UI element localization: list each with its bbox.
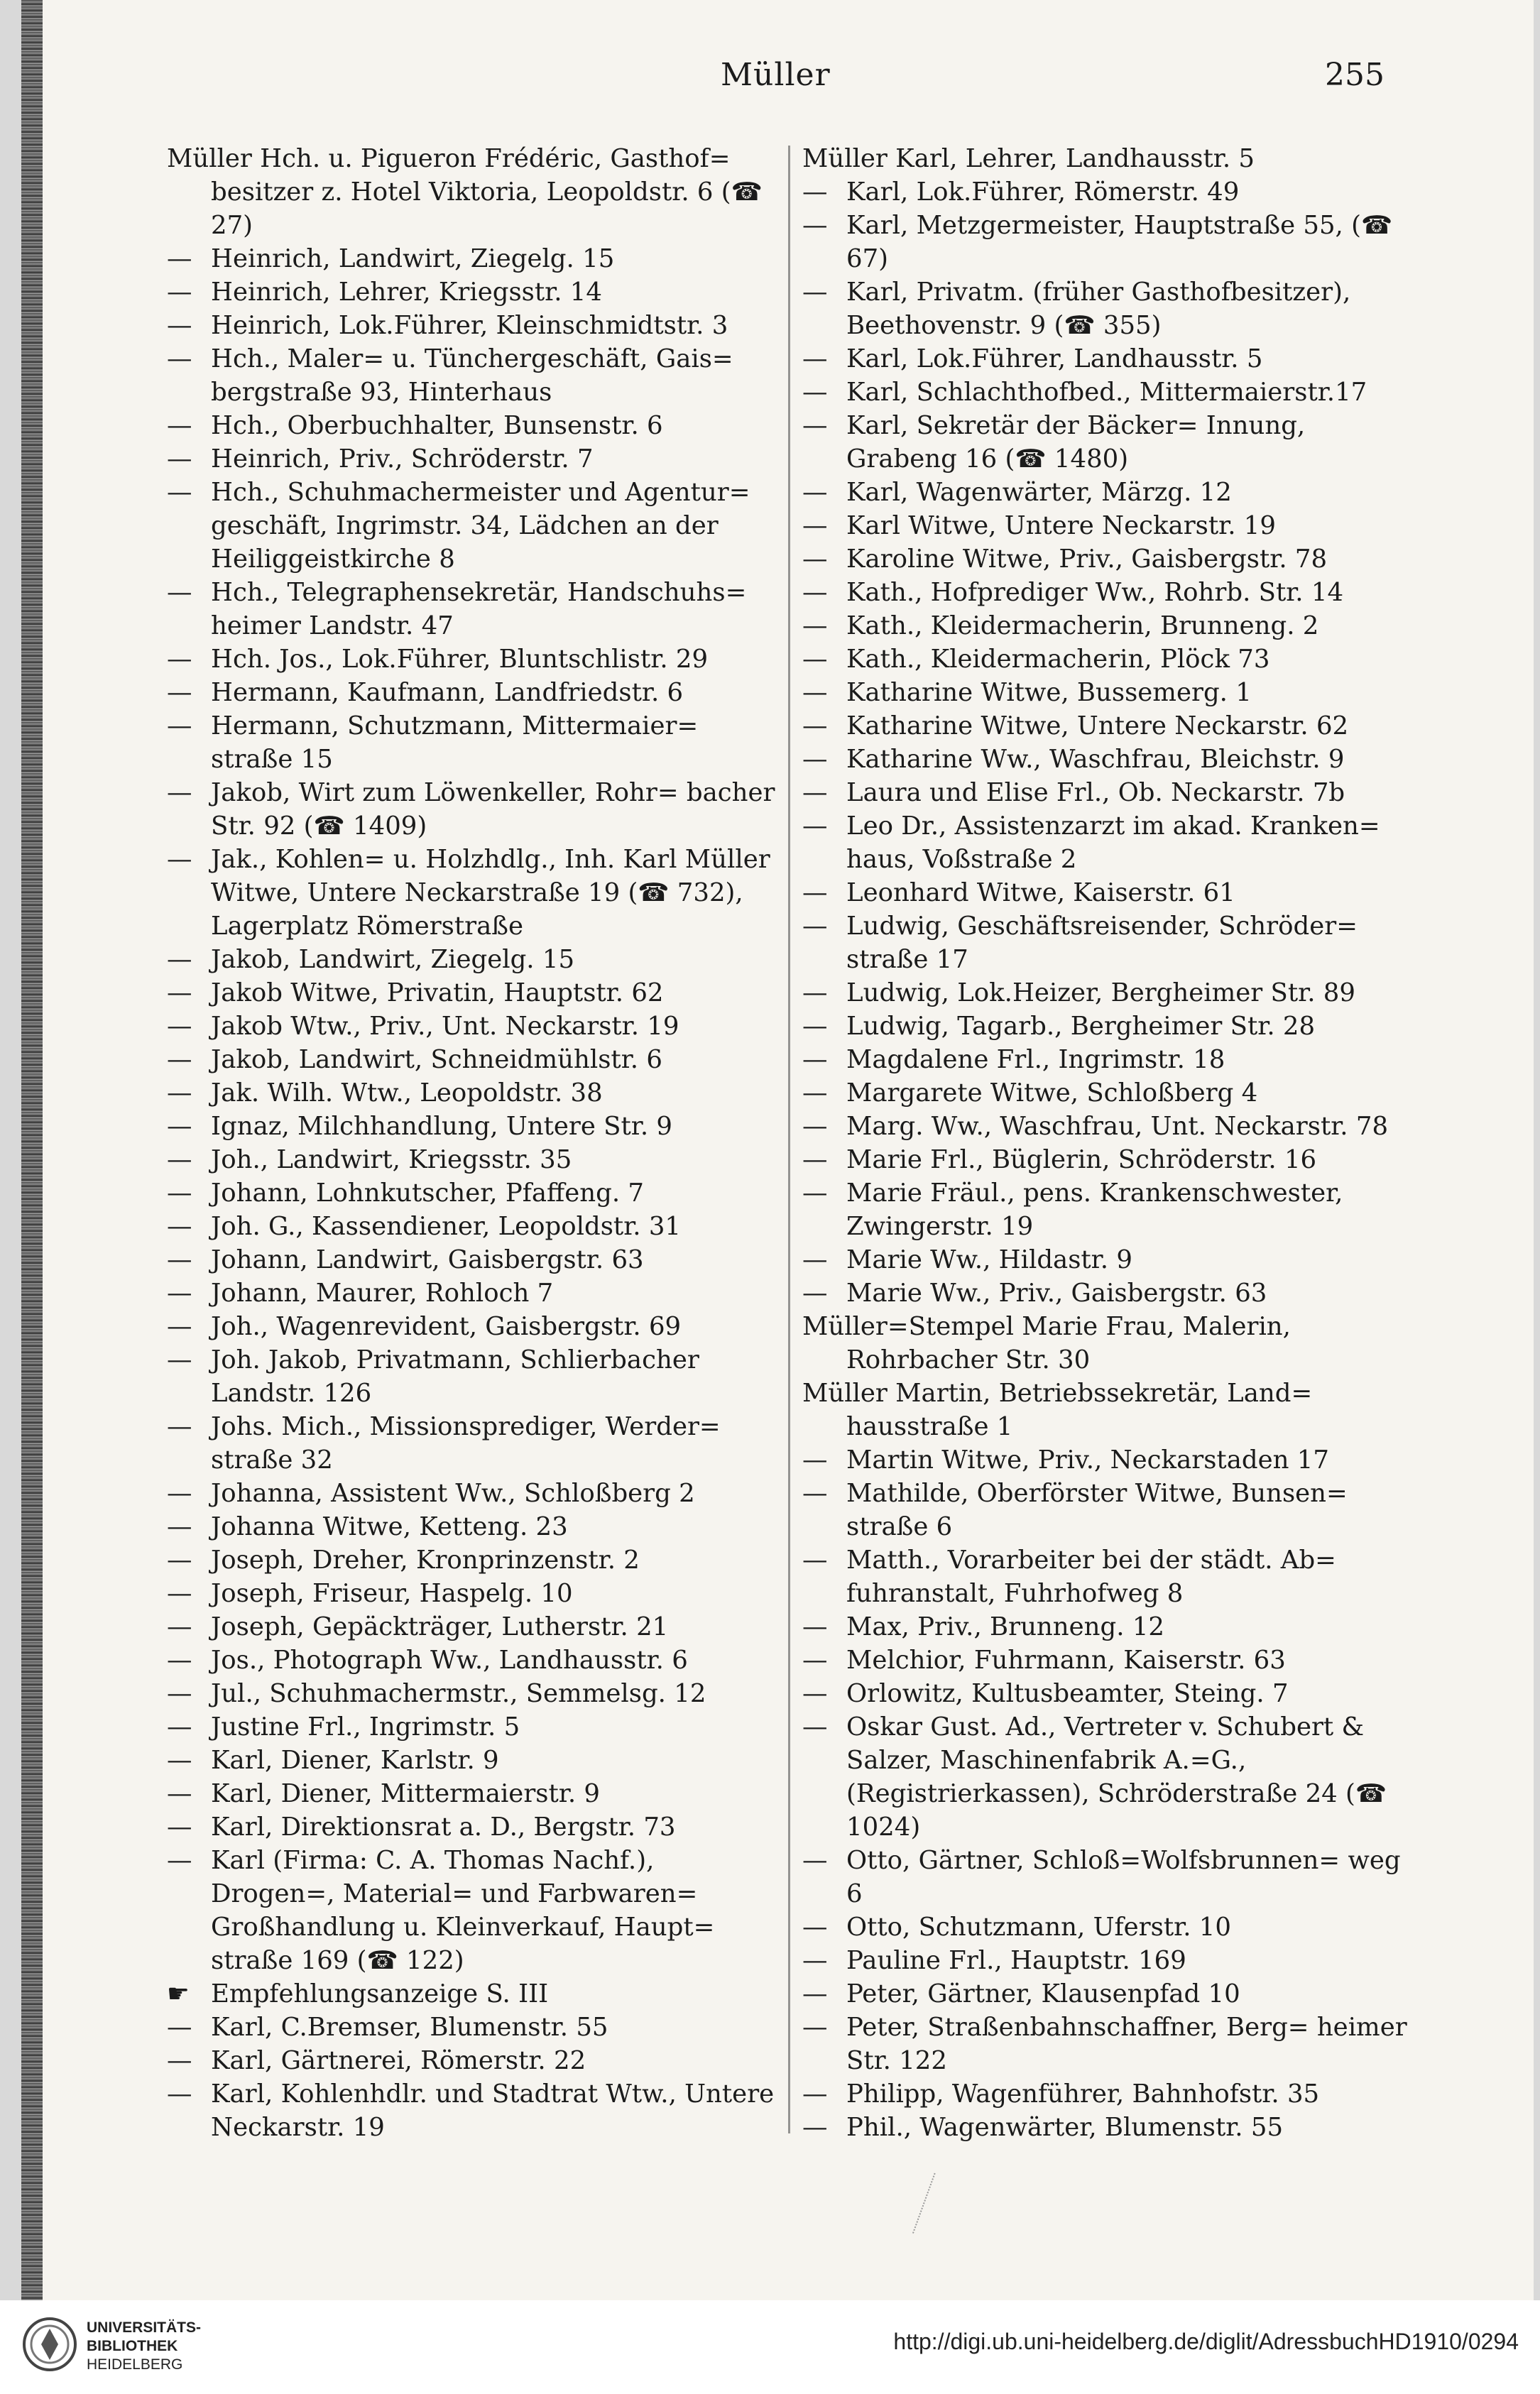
entry-text: Peter, Gärtner, Klausenpfad 10 — [846, 1979, 1240, 2008]
directory-entry — [802, 1911, 1420, 1944]
directory-entry — [167, 342, 777, 409]
entry-dash: — — [167, 311, 192, 340]
directory-entry — [802, 1143, 1420, 1176]
entry-dash: — — [802, 1245, 828, 1274]
entry-text: Karl, Lok.Führer, Römerstr. 49 — [846, 177, 1240, 207]
directory-entry — [802, 676, 1420, 709]
entry-dash: — — [167, 1579, 192, 1608]
left-column — [167, 142, 777, 2144]
entry-text: Max, Priv., Brunneng. 12 — [846, 1612, 1164, 1641]
entry-dash: — — [802, 545, 828, 574]
entry-dash: — — [167, 1779, 192, 1808]
entry-text: Katharine Ww., Waschfrau, Bleichstr. 9 — [846, 745, 1345, 774]
entry-text: Karl, Sekretär der Bäcker= Innung, Grabeng 16 (☎ 1480) — [846, 411, 1306, 474]
entry-text: Joseph, Dreher, Kronprinzenstr. 2 — [211, 1546, 640, 1575]
directory-entry — [802, 876, 1420, 909]
entry-dash: — — [802, 511, 828, 540]
entry-text: Hermann, Schutzmann, Mittermaier= straße 15 — [211, 711, 699, 774]
directory-entry — [167, 1844, 777, 1977]
entry-dash: — — [802, 177, 828, 207]
entry-text: Karl, Direktionsrat a. D., Bergstr. 73 — [211, 1813, 676, 1842]
entry-text: Karl, Schlachthofbed., Mittermaierstr.17 — [846, 378, 1367, 407]
entry-dash: — — [167, 645, 192, 674]
directory-entry — [167, 1543, 777, 1577]
entry-text: Orlowitz, Kultusbeamter, Steing. 7 — [846, 1679, 1289, 1708]
directory-entry — [802, 409, 1420, 476]
entry-text: Leonhard Witwe, Kaiserstr. 61 — [846, 878, 1235, 907]
directory-entry — [167, 2077, 777, 2144]
column-divider — [788, 146, 790, 2133]
entry-text: Joh., Wagenrevident, Gaisbergstr. 69 — [211, 1312, 682, 1341]
entry-text: Leo Dr., Assistenzarzt im akad. Kranken= haus, Voßstraße 2 — [846, 811, 1380, 874]
entry-dash: — — [167, 578, 192, 607]
entry-text: Otto, Gärtner, Schloß=Wolfsbrunnen= weg 6 — [846, 1846, 1401, 1908]
entry-text: Peter, Straßenbahnschaffner, Berg= heimer Str. 122 — [846, 2013, 1407, 2075]
entry-text: Jak., Kohlen= u. Holzhdlg., Inh. Karl Müller Witwe, Untere Neckarstraße 19 (☎ 732), Lagerplatz Römerstraße — [211, 845, 770, 941]
entry-dash: — — [802, 344, 828, 373]
directory-entry — [802, 1310, 1420, 1377]
entry-text: Joh. G., Kassendiener, Leopoldstr. 31 — [211, 1212, 682, 1241]
entry-text: Karl, Wagenwärter, Märzg. 12 — [846, 478, 1232, 507]
entry-dash: — — [167, 1078, 192, 1108]
directory-entry — [167, 2044, 777, 2077]
entry-text: Marie Ww., Hildastr. 9 — [846, 1245, 1132, 1274]
entry-dash: — — [167, 244, 192, 273]
directory-entry — [802, 175, 1420, 209]
entry-text: Jul., Schuhmachermstr., Semmelsg. 12 — [211, 1679, 706, 1708]
directory-entry — [802, 1543, 1420, 1610]
entry-dash: — — [167, 344, 192, 373]
entry-dash: — — [167, 1512, 192, 1541]
entry-dash: — — [802, 811, 828, 841]
entry-text: Hch., Telegraphensekretär, Handschuhs= heimer Landstr. 47 — [211, 578, 747, 640]
entry-text: Laura und Elise Frl., Ob. Neckarstr. 7b — [846, 778, 1345, 807]
directory-entry — [802, 743, 1420, 776]
entry-dash: — — [167, 1412, 192, 1441]
directory-entry — [167, 2011, 777, 2044]
directory-entry — [167, 1010, 777, 1043]
directory-entry — [167, 409, 777, 442]
directory-entry — [167, 1243, 777, 1277]
entry-dash: — — [802, 378, 828, 407]
entry-dash: — — [167, 1345, 192, 1374]
entry-dash: — — [167, 1279, 192, 1308]
library-line-3: HEIDELBERG — [87, 2356, 183, 2373]
directory-entry — [802, 2011, 1420, 2077]
directory-entry — [802, 1844, 1420, 1911]
entry-dash: — — [802, 1712, 828, 1742]
directory-entry — [167, 1310, 777, 1343]
entry-text: Marie Ww., Priv., Gaisbergstr. 63 — [846, 1279, 1267, 1308]
directory-entry — [167, 1777, 777, 1810]
entry-dash: — — [167, 778, 192, 807]
entry-text: Marie Fräul., pens. Krankenschwester, Zwingerstr. 19 — [846, 1179, 1343, 1241]
entry-text: Jakob Wtw., Priv., Unt. Neckarstr. 19 — [211, 1012, 679, 1041]
entry-dash: — — [167, 1179, 192, 1208]
directory-entry — [802, 1644, 1420, 1677]
entry-dash: — — [802, 678, 828, 707]
entry-dash: — — [167, 478, 192, 507]
directory-entry — [802, 643, 1420, 676]
directory-entry — [167, 442, 777, 476]
directory-entry — [802, 1243, 1420, 1277]
directory-entry — [167, 643, 777, 676]
entry-dash: — — [802, 878, 828, 907]
directory-entry — [802, 509, 1420, 542]
directory-entry — [167, 1277, 777, 1310]
directory-entry — [167, 1810, 777, 1844]
entry-dash: — — [167, 1145, 192, 1174]
entry-dash: — — [167, 1646, 192, 1675]
entry-text: Joseph, Gepäckträger, Lutherstr. 21 — [211, 1612, 669, 1641]
entry-text: Johann, Landwirt, Gaisbergstr. 63 — [211, 1245, 644, 1274]
entry-text: Jos., Photograph Ww., Landhausstr. 6 — [211, 1646, 688, 1675]
running-head: Müller — [721, 57, 831, 93]
entry-text: Heinrich, Lok.Führer, Kleinschmidtstr. 3 — [211, 311, 728, 340]
entry-dash: — — [167, 278, 192, 307]
entry-dash: — — [802, 1145, 828, 1174]
entry-dash: — — [802, 1946, 828, 1975]
entry-dash: — — [802, 1646, 828, 1675]
entry-dash: — — [802, 2013, 828, 2042]
directory-entry — [802, 1076, 1420, 1110]
entry-dash: ☛ — [167, 1979, 190, 2008]
entry-dash: — — [167, 1712, 192, 1742]
directory-entry — [167, 843, 777, 943]
entry-dash: — — [802, 478, 828, 507]
directory-entry — [167, 1143, 777, 1176]
directory-entry — [167, 1710, 777, 1744]
entry-text: Ludwig, Tagarb., Bergheimer Str. 28 — [846, 1012, 1316, 1041]
entry-text: Johs. Mich., Missionsprediger, Werder= straße 32 — [211, 1412, 721, 1475]
directory-entry — [802, 976, 1420, 1010]
directory-entry — [167, 1110, 777, 1143]
scan-edge — [21, 0, 43, 2300]
entry-text: Philipp, Wagenführer, Bahnhofstr. 35 — [846, 2079, 1320, 2109]
footer-bar — [0, 2300, 1540, 2394]
entry-text: Jakob Witwe, Privatin, Hauptstr. 62 — [211, 978, 664, 1007]
right-column — [802, 142, 1420, 2144]
directory-entry — [167, 1176, 777, 1210]
directory-entry — [167, 242, 777, 275]
entry-text: Hch., Maler= u. Tünchergeschäft, Gais= bergstraße 93, Hinterhaus — [211, 344, 733, 407]
directory-entry — [802, 376, 1420, 409]
entry-text: Marg. Ww., Waschfrau, Unt. Neckarstr. 78 — [846, 1112, 1389, 1141]
entry-dash: — — [167, 2079, 192, 2109]
entry-text: Katharine Witwe, Untere Neckarstr. 62 — [846, 711, 1349, 740]
entry-dash: — — [167, 1312, 192, 1341]
directory-entry — [802, 1944, 1420, 1977]
entry-dash: — — [802, 411, 828, 440]
directory-entry — [802, 1477, 1420, 1543]
entry-dash: — — [802, 1112, 828, 1141]
entry-dash: — — [802, 1846, 828, 1875]
directory-entry — [167, 1343, 777, 1410]
library-line-1: UNIVERSITÄTS- — [87, 2319, 202, 2336]
entry-dash: — — [167, 978, 192, 1007]
entry-text: Hch., Schuhmachermeister und Agentur= geschäft, Ingrimstr. 34, Lädchen an der Heiliggeistkirche 8 — [211, 478, 750, 574]
directory-entry — [802, 542, 1420, 576]
entry-text: Müller Karl, Lehrer, Landhausstr. 5 — [802, 144, 1255, 173]
entry-text: Karl, Diener, Karlstr. 9 — [211, 1746, 499, 1775]
entry-dash: — — [167, 444, 192, 474]
directory-entry — [167, 1510, 777, 1543]
entry-text: Karl, Privatm. (früher Gasthofbesitzer), Beethovenstr. 9 (☎ 355) — [846, 278, 1351, 340]
directory-entry — [167, 976, 777, 1010]
entry-text: Kath., Kleidermacherin, Plöck 73 — [846, 645, 1270, 674]
entry-text: Mathilde, Oberförster Witwe, Bunsen= straße 6 — [846, 1479, 1348, 1541]
directory-entry — [167, 709, 777, 776]
entry-dash: — — [802, 1179, 828, 1208]
entry-dash: — — [167, 1045, 192, 1074]
entry-text: Jakob, Landwirt, Schneidmühlstr. 6 — [211, 1045, 662, 1074]
entry-text: Kath., Kleidermacherin, Brunneng. 2 — [846, 611, 1319, 640]
entry-text: Marie Frl., Büglerin, Schröderstr. 16 — [846, 1145, 1317, 1174]
entry-text: Margarete Witwe, Schloßberg 4 — [846, 1078, 1258, 1108]
directory-entry — [802, 1010, 1420, 1043]
entry-dash: — — [802, 1078, 828, 1108]
directory-entry — [802, 142, 1420, 175]
entry-dash: — — [802, 1913, 828, 1942]
entry-dash: — — [167, 1746, 192, 1775]
entry-text: Magdalene Frl., Ingrimstr. 18 — [846, 1045, 1225, 1074]
entry-text: Ludwig, Geschäftsreisender, Schröder= straße 17 — [846, 912, 1358, 974]
permalink-url[interactable]: http://digi.ub.uni-heidelberg.de/diglit/AdressbuchHD1910/0294 — [893, 2329, 1519, 2354]
entry-text: Jak. Wilh. Wtw., Leopoldstr. 38 — [211, 1078, 603, 1108]
directory-entry — [167, 1744, 777, 1777]
entry-text: Jakob, Landwirt, Ziegelg. 15 — [211, 945, 575, 974]
entry-dash: — — [802, 645, 828, 674]
entry-text: Müller=Stempel Marie Frau, Malerin, Rohrbacher Str. 30 — [802, 1312, 1291, 1374]
entry-dash: — — [167, 1245, 192, 1274]
directory-entry — [167, 142, 777, 242]
entry-text: Justine Frl., Ingrimstr. 5 — [211, 1712, 520, 1742]
entry-dash: — — [167, 2046, 192, 2075]
entry-dash: — — [802, 1546, 828, 1575]
directory-entry — [167, 1410, 777, 1477]
page-number: 255 — [1325, 57, 1385, 93]
directory-entry — [802, 776, 1420, 809]
entry-text: Heinrich, Priv., Schröderstr. 7 — [211, 444, 594, 474]
entry-dash: — — [167, 1546, 192, 1575]
directory-entry — [802, 1377, 1420, 1443]
entry-dash: — — [167, 1479, 192, 1508]
directory-entry — [802, 1110, 1420, 1143]
entry-dash: — — [802, 1012, 828, 1041]
entry-dash: — — [167, 411, 192, 440]
directory-entry — [167, 776, 777, 843]
directory-entry — [802, 1043, 1420, 1076]
entry-text: Pauline Frl., Hauptstr. 169 — [846, 1946, 1186, 1975]
entry-dash: — — [167, 1112, 192, 1141]
entry-text: Empfehlungsanzeige S. III — [211, 1979, 549, 2008]
directory-entry — [802, 909, 1420, 976]
entry-text: Matth., Vorarbeiter bei der städt. Ab= fuhranstalt, Fuhrhofweg 8 — [846, 1546, 1336, 1608]
entry-dash: — — [802, 278, 828, 307]
entry-dash: — — [167, 2013, 192, 2042]
directory-entry — [802, 1677, 1420, 1710]
directory-entry — [167, 1677, 777, 1710]
entry-text: Melchior, Fuhrmann, Kaiserstr. 63 — [846, 1646, 1286, 1675]
entry-text: Müller Martin, Betriebssekretär, Land= hausstraße 1 — [802, 1379, 1313, 1441]
directory-entry — [167, 1644, 777, 1677]
directory-entry — [802, 275, 1420, 342]
entry-text: Johanna Witwe, Ketteng. 23 — [211, 1512, 568, 1541]
directory-entry — [802, 1277, 1420, 1310]
entry-dash: — — [167, 678, 192, 707]
directory-entry — [167, 1210, 777, 1243]
entry-dash: — — [802, 578, 828, 607]
entry-text: Hermann, Kaufmann, Landfriedstr. 6 — [211, 678, 684, 707]
directory-entry — [167, 943, 777, 976]
entry-dash: — — [802, 978, 828, 1007]
university-seal-icon — [21, 2316, 78, 2373]
entry-text: Johann, Lohnkutscher, Pfaffeng. 7 — [211, 1179, 645, 1208]
directory-entry — [167, 676, 777, 709]
entry-text: Karl Witwe, Untere Neckarstr. 19 — [846, 511, 1276, 540]
entry-dash: — — [802, 1979, 828, 2008]
entry-dash: — — [802, 2079, 828, 2109]
directory-entry — [802, 1710, 1420, 1844]
directory-entry — [802, 1176, 1420, 1243]
entry-text: Katharine Witwe, Bussemerg. 1 — [846, 678, 1252, 707]
directory-entry — [802, 2111, 1420, 2144]
directory-entry — [802, 809, 1420, 876]
entry-text: Otto, Schutzmann, Uferstr. 10 — [846, 1913, 1231, 1942]
entry-text: Johann, Maurer, Rohloch 7 — [211, 1279, 554, 1308]
directory-entry — [802, 1977, 1420, 2011]
directory-entry — [802, 342, 1420, 376]
entry-text: Karl, Kohlenhdlr. und Stadtrat Wtw., Untere Neckarstr. 19 — [211, 2079, 775, 2142]
directory-entry — [802, 476, 1420, 509]
entry-text: Hch. Jos., Lok.Führer, Bluntschlistr. 29 — [211, 645, 709, 674]
entry-text: Phil., Wagenwärter, Blumenstr. 55 — [846, 2113, 1284, 2142]
entry-text: Ludwig, Lok.Heizer, Bergheimer Str. 89 — [846, 978, 1355, 1007]
entry-dash: — — [802, 711, 828, 740]
pencil-mark — [912, 2173, 942, 2236]
entry-dash: — — [167, 711, 192, 740]
directory-entry — [802, 209, 1420, 275]
directory-entry — [167, 476, 777, 576]
entry-dash: — — [802, 1679, 828, 1708]
library-line-2: BIBLIOTHEK — [87, 2338, 178, 2354]
entry-text: Kath., Hofprediger Ww., Rohrb. Str. 14 — [846, 578, 1344, 607]
entry-text: Karl, C.Bremser, Blumenstr. 55 — [211, 2013, 608, 2042]
entry-dash: — — [802, 778, 828, 807]
entry-dash: — — [167, 1612, 192, 1641]
directory-entry — [802, 1610, 1420, 1644]
scanned-page — [21, 0, 1534, 2300]
entry-text: Ignaz, Milchhandlung, Untere Str. 9 — [211, 1112, 672, 1141]
entry-text: Joseph, Friseur, Haspelg. 10 — [211, 1579, 573, 1608]
entry-text: Martin Witwe, Priv., Neckarstaden 17 — [846, 1445, 1329, 1475]
entry-text: Oskar Gust. Ad., Vertreter v. Schubert & Salzer, Maschinenfabrik A.=G., (Registrierkassen), Schröderstraße 24 (☎ 1024) — [846, 1712, 1387, 1842]
entry-dash: — — [167, 1679, 192, 1708]
directory-entry — [167, 1043, 777, 1076]
directory-entry — [802, 2077, 1420, 2111]
entry-dash: — — [802, 745, 828, 774]
directory-entry — [167, 1577, 777, 1610]
entry-dash: — — [802, 1612, 828, 1641]
entry-dash: — — [802, 211, 828, 240]
entry-text: Müller Hch. u. Pigueron Frédéric, Gasthof= besitzer z. Hotel Viktoria, Leopoldstr. 6 (☎ 27) — [167, 144, 763, 240]
entry-dash: — — [167, 1846, 192, 1875]
entry-dash: — — [802, 1045, 828, 1074]
entry-text: Heinrich, Landwirt, Ziegelg. 15 — [211, 244, 615, 273]
directory-entry — [802, 609, 1420, 643]
directory-entry — [167, 1477, 777, 1510]
directory-entry — [167, 1977, 777, 2011]
entry-dash: — — [802, 1445, 828, 1475]
entry-text: Jakob, Wirt zum Löwenkeller, Rohr= bacher Str. 92 (☎ 1409) — [211, 778, 775, 841]
directory-entry — [802, 1443, 1420, 1477]
entry-dash: — — [167, 1212, 192, 1241]
entry-dash: — — [802, 2113, 828, 2142]
entry-dash: — — [802, 912, 828, 941]
directory-entry — [167, 576, 777, 643]
entry-dash: — — [802, 1279, 828, 1308]
directory-entry — [167, 309, 777, 342]
directory-entry — [167, 1076, 777, 1110]
entry-text: Hch., Oberbuchhalter, Bunsenstr. 6 — [211, 411, 663, 440]
entry-dash: — — [167, 945, 192, 974]
entry-dash: — — [802, 611, 828, 640]
entry-text: Karoline Witwe, Priv., Gaisbergstr. 78 — [846, 545, 1328, 574]
directory-entry — [802, 709, 1420, 743]
entry-dash: — — [802, 1479, 828, 1508]
directory-entry — [802, 576, 1420, 609]
entry-text: Karl, Diener, Mittermaierstr. 9 — [211, 1779, 600, 1808]
entry-dash: — — [167, 1813, 192, 1842]
entry-dash: — — [167, 845, 192, 874]
entry-dash: — — [167, 1012, 192, 1041]
entry-text: Karl, Gärtnerei, Römerstr. 22 — [211, 2046, 586, 2075]
page-header — [21, 57, 1534, 106]
directory-entry — [167, 1610, 777, 1644]
entry-text: Johanna, Assistent Ww., Schloßberg 2 — [211, 1479, 695, 1508]
entry-text: Karl, Metzgermeister, Hauptstraße 55, (☎ 67) — [846, 211, 1393, 273]
library-name — [87, 2319, 201, 2374]
entry-text: Joh., Landwirt, Kriegsstr. 35 — [211, 1145, 572, 1174]
entry-text: Karl (Firma: C. A. Thomas Nachf.), Drogen=, Material= und Farbwaren= Großhandlung u. Kleinverkauf, Haupt= straße 169 (☎ 122) — [211, 1846, 715, 1975]
directory-entry — [167, 275, 777, 309]
entry-text: Joh. Jakob, Privatmann, Schlierbacher Landstr. 126 — [211, 1345, 699, 1408]
entry-text: Karl, Lok.Führer, Landhausstr. 5 — [846, 344, 1263, 373]
entry-text: Heinrich, Lehrer, Kriegsstr. 14 — [211, 278, 602, 307]
